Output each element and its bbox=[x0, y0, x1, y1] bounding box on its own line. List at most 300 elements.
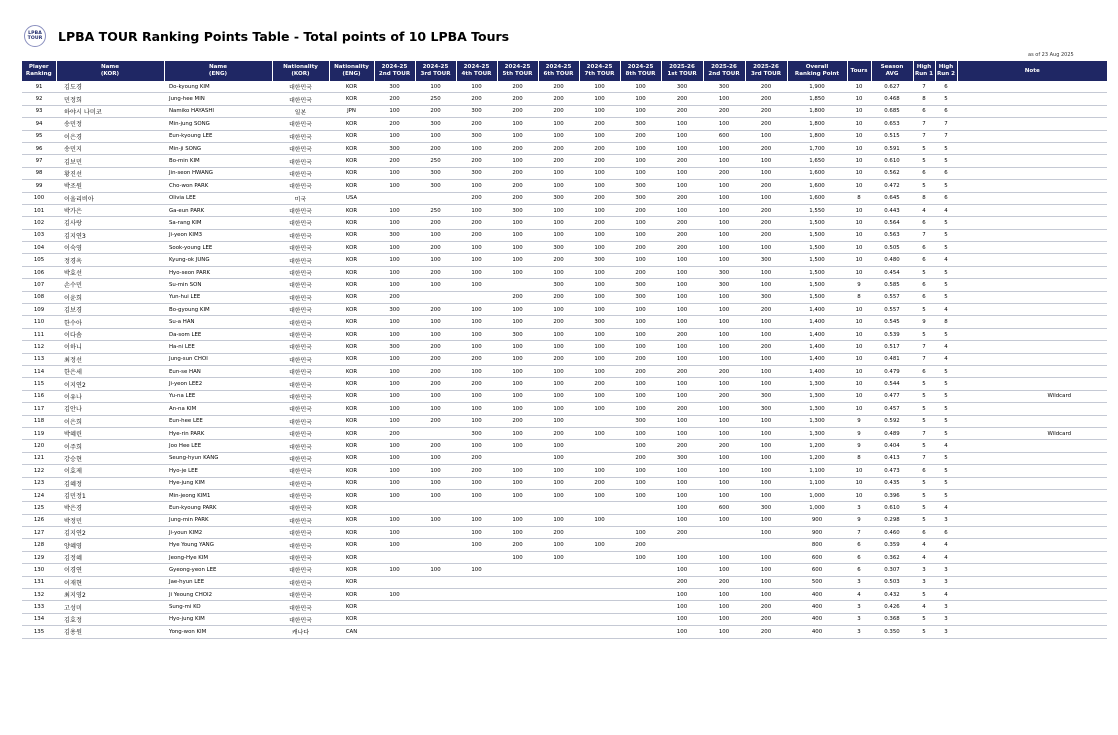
lpba-tour-logo bbox=[24, 25, 46, 47]
cell-2025-26-2nd-tour: 100 bbox=[703, 564, 745, 576]
cell-2024-25-7th-tour: 100 bbox=[579, 304, 620, 316]
cell-2024-25-6th-tour: 100 bbox=[538, 415, 579, 427]
cell-nationality-eng: KOR bbox=[329, 465, 374, 477]
cell-high-run-1: 4 bbox=[913, 601, 935, 613]
cell-2024-25-7th-tour: 100 bbox=[579, 465, 620, 477]
cell-2024-25-8th-tour: 100 bbox=[620, 465, 661, 477]
cell-2024-25-2nd-tour: 300 bbox=[374, 142, 415, 154]
cell-high-run-1: 6 bbox=[913, 291, 935, 303]
cell-2025-26-3rd-tour: 100 bbox=[745, 365, 787, 377]
cell-2024-25-8th-tour: 100 bbox=[620, 477, 661, 489]
cell-nationality-eng: KOR bbox=[329, 403, 374, 415]
cell-2024-25-7th-tour: 100 bbox=[579, 427, 620, 439]
cell-2024-25-2nd-tour: 200 bbox=[374, 155, 415, 167]
cell-2024-25-4th-tour: 200 bbox=[456, 217, 497, 229]
cell-nationality-kor: 대한민국 bbox=[272, 440, 329, 452]
cell-tours: 6 bbox=[847, 564, 871, 576]
cell-2025-26-2nd-tour: 100 bbox=[703, 427, 745, 439]
cell-name-kor: 하야시 나미코 bbox=[56, 105, 164, 117]
col-header-line2: AVG bbox=[885, 71, 899, 77]
cell-high-run-2: 3 bbox=[935, 601, 957, 613]
cell-2024-25-6th-tour: 300 bbox=[538, 192, 579, 204]
cell-2024-25-8th-tour: 200 bbox=[620, 365, 661, 377]
cell-nationality-kor: 대한민국 bbox=[272, 539, 329, 551]
cell-note bbox=[957, 539, 1107, 551]
cell-2025-26-1st-tour: 200 bbox=[661, 440, 703, 452]
cell-nationality-eng: KOR bbox=[329, 316, 374, 328]
cell-2024-25-3rd-tour bbox=[415, 291, 456, 303]
cell-2024-25-7th-tour bbox=[579, 589, 620, 601]
col-header-line1: 2024-25 bbox=[586, 64, 613, 71]
cell-name-kor: 손수민 bbox=[56, 279, 164, 291]
cell-note bbox=[957, 130, 1107, 142]
cell-2024-25-7th-tour: 300 bbox=[579, 254, 620, 266]
cell-name-kor: 이주희 bbox=[56, 440, 164, 452]
cell-high-run-2: 6 bbox=[935, 105, 957, 117]
cell-2024-25-8th-tour: 100 bbox=[620, 316, 661, 328]
cell-season-avg: 0.592 bbox=[871, 415, 913, 427]
cell-nationality-eng: KOR bbox=[329, 341, 374, 353]
cell-2025-26-2nd-tour: 100 bbox=[703, 142, 745, 154]
cell-overall-ranking-point: 1,500 bbox=[787, 242, 847, 254]
cell-2024-25-3rd-tour: 100 bbox=[415, 81, 456, 93]
cell-player-ranking: 109 bbox=[22, 304, 56, 316]
cell-overall-ranking-point: 1,600 bbox=[787, 192, 847, 204]
cell-high-run-2: 5 bbox=[935, 155, 957, 167]
cell-nationality-eng: KOR bbox=[329, 601, 374, 613]
cell-2024-25-3rd-tour: 200 bbox=[415, 415, 456, 427]
cell-2025-26-1st-tour: 100 bbox=[661, 142, 703, 154]
cell-2024-25-3rd-tour bbox=[415, 192, 456, 204]
cell-nationality-kor: 대한민국 bbox=[272, 167, 329, 179]
col-header-season-avg bbox=[871, 61, 913, 81]
cell-2025-26-2nd-tour: 600 bbox=[703, 130, 745, 142]
cell-tours: 10 bbox=[847, 229, 871, 241]
cell-season-avg: 0.645 bbox=[871, 192, 913, 204]
table-row bbox=[22, 589, 1107, 601]
cell-2024-25-2nd-tour: 100 bbox=[374, 316, 415, 328]
cell-nationality-eng: KOR bbox=[329, 514, 374, 526]
cell-nationality-eng: KOR bbox=[329, 180, 374, 192]
cell-season-avg: 0.481 bbox=[871, 353, 913, 365]
cell-2024-25-4th-tour: 100 bbox=[456, 514, 497, 526]
cell-2024-25-7th-tour bbox=[579, 576, 620, 588]
cell-season-avg: 0.307 bbox=[871, 564, 913, 576]
cell-name-eng: Hyo-seon PARK bbox=[164, 266, 272, 278]
col-header-player-ranking bbox=[22, 61, 56, 81]
cell-2024-25-5th-tour bbox=[497, 502, 538, 514]
cell-2025-26-2nd-tour: 100 bbox=[703, 626, 745, 638]
cell-2025-26-1st-tour: 200 bbox=[661, 365, 703, 377]
cell-2024-25-3rd-tour: 250 bbox=[415, 93, 456, 105]
table-row bbox=[22, 626, 1107, 638]
cell-note bbox=[957, 142, 1107, 154]
table-row bbox=[22, 254, 1107, 266]
cell-high-run-1: 6 bbox=[913, 254, 935, 266]
cell-2025-26-1st-tour: 100 bbox=[661, 130, 703, 142]
cell-2025-26-1st-tour: 100 bbox=[661, 489, 703, 501]
cell-overall-ranking-point: 600 bbox=[787, 564, 847, 576]
table-row bbox=[22, 217, 1107, 229]
cell-player-ranking: 114 bbox=[22, 365, 56, 377]
cell-2024-25-5th-tour: 200 bbox=[497, 291, 538, 303]
cell-high-run-2: 6 bbox=[935, 167, 957, 179]
col-header-line1: Note bbox=[1024, 67, 1040, 74]
cell-2024-25-8th-tour: 100 bbox=[620, 304, 661, 316]
cell-nationality-eng: KOR bbox=[329, 118, 374, 130]
cell-tours: 10 bbox=[847, 180, 871, 192]
cell-2024-25-6th-tour: 200 bbox=[538, 142, 579, 154]
cell-2024-25-7th-tour: 100 bbox=[579, 390, 620, 402]
cell-2024-25-4th-tour: 200 bbox=[456, 155, 497, 167]
cell-overall-ranking-point: 400 bbox=[787, 589, 847, 601]
cell-2024-25-4th-tour: 100 bbox=[456, 242, 497, 254]
col-header-line2: 3rd TOUR bbox=[420, 71, 451, 77]
cell-2025-26-3rd-tour: 100 bbox=[745, 155, 787, 167]
table-row bbox=[22, 551, 1107, 563]
cell-note bbox=[957, 502, 1107, 514]
cell-note bbox=[957, 440, 1107, 452]
table-row bbox=[22, 81, 1107, 93]
logo-text-line1: LPBA bbox=[28, 31, 42, 36]
cell-2024-25-2nd-tour: 200 bbox=[374, 291, 415, 303]
cell-2024-25-2nd-tour: 100 bbox=[374, 105, 415, 117]
cell-2025-26-3rd-tour: 100 bbox=[745, 527, 787, 539]
col-header-line1: High bbox=[938, 64, 954, 71]
cell-2024-25-3rd-tour: 250 bbox=[415, 155, 456, 167]
col-header-note bbox=[957, 61, 1107, 81]
cell-name-kor: 김민정1 bbox=[56, 489, 164, 501]
cell-2025-26-1st-tour: 100 bbox=[661, 390, 703, 402]
table-row bbox=[22, 564, 1107, 576]
cell-2025-26-3rd-tour: 200 bbox=[745, 217, 787, 229]
cell-note bbox=[957, 365, 1107, 377]
cell-2024-25-2nd-tour: 100 bbox=[374, 242, 415, 254]
table-row bbox=[22, 192, 1107, 204]
cell-high-run-1: 5 bbox=[913, 514, 935, 526]
cell-2024-25-8th-tour bbox=[620, 601, 661, 613]
cell-2025-26-3rd-tour: 100 bbox=[745, 440, 787, 452]
cell-high-run-2: 4 bbox=[935, 254, 957, 266]
col-header-line1: Nationality bbox=[283, 64, 318, 71]
cell-name-eng: Jeong-Hye KIM bbox=[164, 551, 272, 563]
cell-player-ranking: 113 bbox=[22, 353, 56, 365]
table-row bbox=[22, 279, 1107, 291]
cell-2024-25-2nd-tour bbox=[374, 601, 415, 613]
cell-high-run-2: 4 bbox=[935, 204, 957, 216]
cell-nationality-kor: 대한민국 bbox=[272, 564, 329, 576]
cell-2024-25-2nd-tour: 100 bbox=[374, 130, 415, 142]
col-header-2024-25-5th-tour bbox=[497, 61, 538, 81]
cell-high-run-2: 3 bbox=[935, 626, 957, 638]
cell-player-ranking: 127 bbox=[22, 527, 56, 539]
cell-high-run-1: 5 bbox=[913, 266, 935, 278]
cell-2024-25-5th-tour: 100 bbox=[497, 155, 538, 167]
cell-2025-26-2nd-tour: 100 bbox=[703, 304, 745, 316]
cell-2024-25-2nd-tour: 100 bbox=[374, 415, 415, 427]
cell-nationality-kor: 대한민국 bbox=[272, 576, 329, 588]
cell-2024-25-4th-tour: 300 bbox=[456, 427, 497, 439]
cell-2024-25-7th-tour bbox=[579, 613, 620, 625]
cell-season-avg: 0.432 bbox=[871, 589, 913, 601]
cell-2024-25-4th-tour: 100 bbox=[456, 266, 497, 278]
cell-name-eng: Min-jung SONG bbox=[164, 118, 272, 130]
cell-2024-25-4th-tour bbox=[456, 589, 497, 601]
cell-2024-25-3rd-tour bbox=[415, 427, 456, 439]
cell-2024-25-7th-tour: 100 bbox=[579, 279, 620, 291]
cell-2024-25-8th-tour: 300 bbox=[620, 279, 661, 291]
cell-name-kor: 이다솜 bbox=[56, 328, 164, 340]
cell-2024-25-2nd-tour: 300 bbox=[374, 81, 415, 93]
cell-2024-25-7th-tour: 300 bbox=[579, 316, 620, 328]
page-title: LPBA TOUR Ranking Points Table - Total points of 10 LPBA Tours bbox=[58, 28, 510, 44]
cell-tours: 8 bbox=[847, 452, 871, 464]
cell-2024-25-8th-tour: 100 bbox=[620, 142, 661, 154]
cell-nationality-eng: JPN bbox=[329, 105, 374, 117]
cell-2024-25-5th-tour: 100 bbox=[497, 217, 538, 229]
cell-high-run-2: 5 bbox=[935, 403, 957, 415]
cell-nationality-kor: 대한민국 bbox=[272, 477, 329, 489]
col-header-line1: Player bbox=[28, 64, 49, 71]
header-row bbox=[22, 61, 1107, 81]
cell-2024-25-4th-tour: 100 bbox=[456, 539, 497, 551]
cell-name-kor: 김도경 bbox=[56, 81, 164, 93]
cell-high-run-1: 6 bbox=[913, 279, 935, 291]
cell-2025-26-1st-tour: 100 bbox=[661, 415, 703, 427]
cell-name-eng: Eun-se HAN bbox=[164, 365, 272, 377]
cell-2024-25-7th-tour: 100 bbox=[579, 167, 620, 179]
cell-overall-ranking-point: 1,300 bbox=[787, 427, 847, 439]
cell-season-avg: 0.610 bbox=[871, 155, 913, 167]
cell-player-ranking: 123 bbox=[22, 477, 56, 489]
cell-2025-26-1st-tour: 100 bbox=[661, 180, 703, 192]
cell-2024-25-5th-tour: 100 bbox=[497, 378, 538, 390]
cell-player-ranking: 117 bbox=[22, 403, 56, 415]
cell-2024-25-5th-tour: 100 bbox=[497, 266, 538, 278]
cell-2024-25-8th-tour: 200 bbox=[620, 266, 661, 278]
cell-nationality-kor: 대한민국 bbox=[272, 403, 329, 415]
table-row bbox=[22, 365, 1107, 377]
cell-player-ranking: 122 bbox=[22, 465, 56, 477]
cell-2025-26-1st-tour: 100 bbox=[661, 477, 703, 489]
cell-2024-25-6th-tour: 100 bbox=[538, 403, 579, 415]
cell-2024-25-2nd-tour: 100 bbox=[374, 167, 415, 179]
cell-2024-25-6th-tour: 300 bbox=[538, 242, 579, 254]
cell-2024-25-8th-tour: 100 bbox=[620, 403, 661, 415]
cell-tours: 9 bbox=[847, 514, 871, 526]
cell-2024-25-5th-tour: 200 bbox=[497, 180, 538, 192]
cell-2024-25-5th-tour: 100 bbox=[497, 118, 538, 130]
cell-2024-25-7th-tour: 100 bbox=[579, 539, 620, 551]
cell-high-run-2: 5 bbox=[935, 415, 957, 427]
cell-nationality-kor: 대한민국 bbox=[272, 527, 329, 539]
cell-2024-25-5th-tour bbox=[497, 279, 538, 291]
cell-2024-25-8th-tour: 100 bbox=[620, 167, 661, 179]
cell-name-eng: Ha-ni LEE bbox=[164, 341, 272, 353]
cell-2024-25-6th-tour: 200 bbox=[538, 353, 579, 365]
cell-2024-25-7th-tour: 200 bbox=[579, 118, 620, 130]
cell-2024-25-8th-tour bbox=[620, 576, 661, 588]
cell-season-avg: 0.472 bbox=[871, 180, 913, 192]
cell-2025-26-3rd-tour: 100 bbox=[745, 167, 787, 179]
cell-note bbox=[957, 304, 1107, 316]
cell-2025-26-1st-tour: 100 bbox=[661, 551, 703, 563]
cell-2025-26-2nd-tour: 100 bbox=[703, 93, 745, 105]
cell-2024-25-5th-tour: 100 bbox=[497, 304, 538, 316]
col-header-line2: Ranking bbox=[25, 71, 52, 77]
col-header-2025-26-3rd-tour bbox=[745, 61, 787, 81]
cell-high-run-1: 6 bbox=[913, 167, 935, 179]
col-header-2024-25-7th-tour bbox=[579, 61, 620, 81]
col-header-high-run-1 bbox=[913, 61, 935, 81]
cell-nationality-kor: 대한민국 bbox=[272, 589, 329, 601]
col-header-line2: (ENG) bbox=[342, 71, 361, 77]
cell-note bbox=[957, 93, 1107, 105]
cell-2025-26-3rd-tour: 100 bbox=[745, 328, 787, 340]
col-header-line1: Name bbox=[100, 64, 120, 71]
cell-note bbox=[957, 576, 1107, 588]
cell-2024-25-2nd-tour: 200 bbox=[374, 93, 415, 105]
cell-2024-25-4th-tour: 100 bbox=[456, 316, 497, 328]
table-row bbox=[22, 465, 1107, 477]
cell-high-run-1: 6 bbox=[913, 105, 935, 117]
cell-name-eng: Jae-hyun LEE bbox=[164, 576, 272, 588]
cell-2025-26-2nd-tour: 100 bbox=[703, 403, 745, 415]
cell-2024-25-4th-tour: 100 bbox=[456, 403, 497, 415]
cell-player-ranking: 128 bbox=[22, 539, 56, 551]
cell-2025-26-1st-tour: 100 bbox=[661, 279, 703, 291]
cell-note bbox=[957, 155, 1107, 167]
cell-2025-26-3rd-tour: 100 bbox=[745, 192, 787, 204]
cell-2025-26-1st-tour: 100 bbox=[661, 465, 703, 477]
cell-high-run-1: 6 bbox=[913, 465, 935, 477]
cell-nationality-eng: KOR bbox=[329, 93, 374, 105]
cell-overall-ranking-point: 1,300 bbox=[787, 415, 847, 427]
cell-high-run-2: 4 bbox=[935, 539, 957, 551]
cell-tours: 6 bbox=[847, 539, 871, 551]
cell-2025-26-1st-tour: 200 bbox=[661, 93, 703, 105]
cell-nationality-kor: 대한민국 bbox=[272, 378, 329, 390]
cell-2025-26-3rd-tour: 300 bbox=[745, 291, 787, 303]
cell-tours: 9 bbox=[847, 440, 871, 452]
cell-name-kor: 김용원 bbox=[56, 626, 164, 638]
cell-player-ranking: 133 bbox=[22, 601, 56, 613]
cell-overall-ranking-point: 1,300 bbox=[787, 378, 847, 390]
cell-2024-25-3rd-tour: 200 bbox=[415, 217, 456, 229]
cell-2024-25-2nd-tour: 100 bbox=[374, 527, 415, 539]
cell-high-run-2: 5 bbox=[935, 365, 957, 377]
cell-2024-25-5th-tour: 200 bbox=[497, 415, 538, 427]
cell-name-kor: 이유나 bbox=[56, 390, 164, 402]
cell-2024-25-6th-tour bbox=[538, 626, 579, 638]
cell-2025-26-3rd-tour: 300 bbox=[745, 254, 787, 266]
cell-2025-26-3rd-tour: 200 bbox=[745, 304, 787, 316]
cell-2024-25-8th-tour: 100 bbox=[620, 229, 661, 241]
cell-2024-25-2nd-tour: 100 bbox=[374, 204, 415, 216]
col-header-tours bbox=[847, 61, 871, 81]
cell-nationality-eng: KOR bbox=[329, 204, 374, 216]
cell-2024-25-8th-tour: 100 bbox=[620, 390, 661, 402]
cell-season-avg: 0.544 bbox=[871, 378, 913, 390]
cell-2025-26-2nd-tour bbox=[703, 527, 745, 539]
cell-2024-25-5th-tour bbox=[497, 613, 538, 625]
cell-2024-25-7th-tour: 100 bbox=[579, 341, 620, 353]
cell-name-eng: Ji-yeon KIM3 bbox=[164, 229, 272, 241]
cell-2024-25-3rd-tour: 200 bbox=[415, 365, 456, 377]
cell-2024-25-4th-tour: 100 bbox=[456, 328, 497, 340]
cell-2025-26-1st-tour: 200 bbox=[661, 105, 703, 117]
cell-overall-ranking-point: 800 bbox=[787, 539, 847, 551]
cell-2025-26-1st-tour: 100 bbox=[661, 266, 703, 278]
cell-2024-25-7th-tour: 100 bbox=[579, 514, 620, 526]
cell-2024-25-8th-tour: 100 bbox=[620, 81, 661, 93]
as-of-date: as of 23 Aug 2025 bbox=[1028, 52, 1074, 58]
cell-name-kor: 이지연2 bbox=[56, 378, 164, 390]
cell-2025-26-2nd-tour: 100 bbox=[703, 242, 745, 254]
cell-2024-25-2nd-tour: 100 bbox=[374, 390, 415, 402]
cell-2024-25-2nd-tour: 100 bbox=[374, 589, 415, 601]
cell-2024-25-6th-tour: 100 bbox=[538, 539, 579, 551]
cell-note bbox=[957, 81, 1107, 93]
cell-2024-25-4th-tour: 100 bbox=[456, 390, 497, 402]
cell-2025-26-3rd-tour: 200 bbox=[745, 229, 787, 241]
cell-name-eng: Ga-eun PARK bbox=[164, 204, 272, 216]
cell-2024-25-6th-tour: 100 bbox=[538, 378, 579, 390]
table-body bbox=[22, 81, 1107, 638]
cell-2025-26-3rd-tour: 200 bbox=[745, 142, 787, 154]
col-header-2025-26-1st-tour bbox=[661, 61, 703, 81]
cell-overall-ranking-point: 600 bbox=[787, 551, 847, 563]
cell-2025-26-2nd-tour: 100 bbox=[703, 180, 745, 192]
cell-nationality-eng: KOR bbox=[329, 427, 374, 439]
cell-2025-26-3rd-tour: 100 bbox=[745, 576, 787, 588]
cell-tours: 8 bbox=[847, 192, 871, 204]
cell-season-avg: 0.426 bbox=[871, 601, 913, 613]
cell-high-run-2: 7 bbox=[935, 118, 957, 130]
cell-2025-26-2nd-tour: 100 bbox=[703, 291, 745, 303]
cell-2024-25-8th-tour bbox=[620, 502, 661, 514]
cell-2024-25-5th-tour: 100 bbox=[497, 440, 538, 452]
cell-name-eng: Kyung-ok JUNG bbox=[164, 254, 272, 266]
cell-2024-25-5th-tour: 100 bbox=[497, 527, 538, 539]
cell-2025-26-3rd-tour: 100 bbox=[745, 378, 787, 390]
cell-tours: 6 bbox=[847, 551, 871, 563]
cell-2024-25-5th-tour: 300 bbox=[497, 328, 538, 340]
cell-2024-25-7th-tour: 100 bbox=[579, 291, 620, 303]
cell-high-run-1: 3 bbox=[913, 576, 935, 588]
cell-high-run-2: 5 bbox=[935, 93, 957, 105]
cell-nationality-eng: KOR bbox=[329, 266, 374, 278]
cell-season-avg: 0.468 bbox=[871, 93, 913, 105]
cell-note bbox=[957, 180, 1107, 192]
cell-nationality-eng: KOR bbox=[329, 527, 374, 539]
cell-2025-26-3rd-tour: 200 bbox=[745, 204, 787, 216]
cell-name-kor: 한수아 bbox=[56, 316, 164, 328]
cell-tours: 9 bbox=[847, 279, 871, 291]
cell-season-avg: 0.627 bbox=[871, 81, 913, 93]
cell-name-eng: Gyeong-yeon LEE bbox=[164, 564, 272, 576]
cell-2025-26-1st-tour: 100 bbox=[661, 502, 703, 514]
cell-2024-25-5th-tour bbox=[497, 589, 538, 601]
cell-note bbox=[957, 589, 1107, 601]
cell-2024-25-7th-tour bbox=[579, 601, 620, 613]
col-header-2025-26-2nd-tour bbox=[703, 61, 745, 81]
cell-tours: 3 bbox=[847, 502, 871, 514]
cell-2024-25-4th-tour: 200 bbox=[456, 229, 497, 241]
table-header bbox=[22, 61, 1107, 81]
cell-2024-25-3rd-tour: 100 bbox=[415, 254, 456, 266]
cell-tours: 10 bbox=[847, 155, 871, 167]
